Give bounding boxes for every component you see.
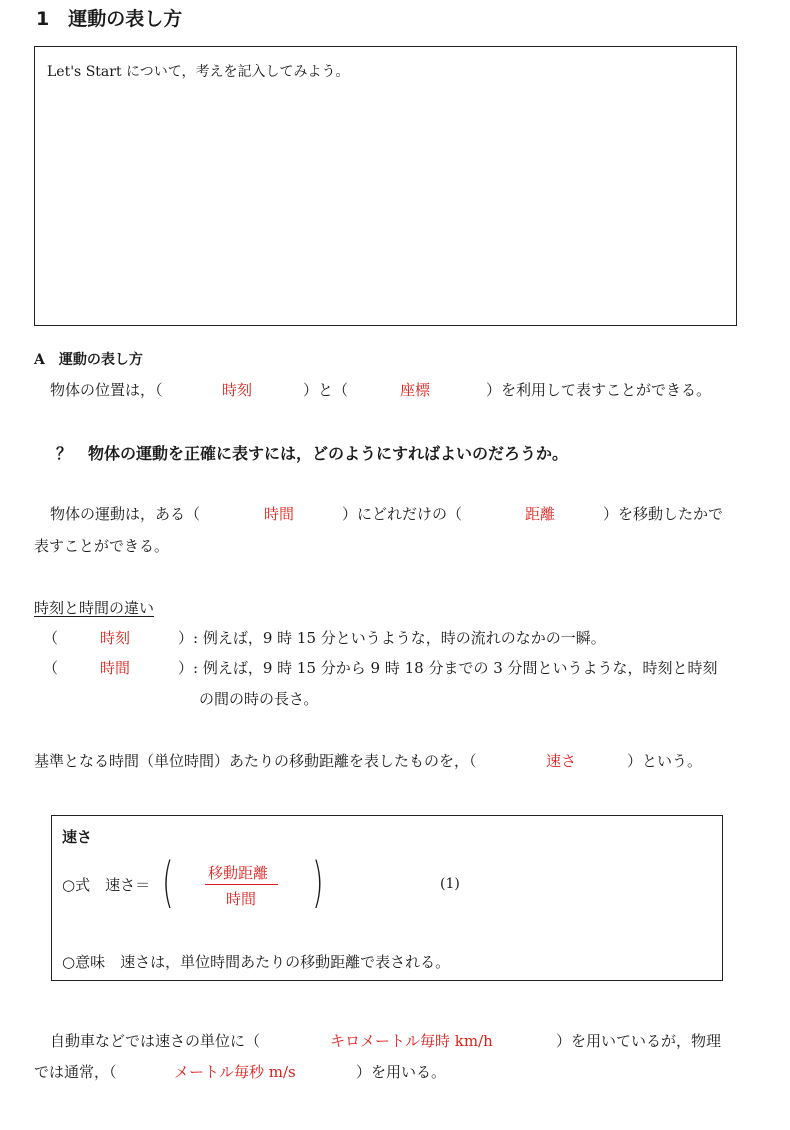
position-answer-2: 座標 — [400, 381, 431, 399]
speed-def-answer: 速さ — [546, 752, 577, 770]
units-suffix-1: ）を用いているが，物理 — [556, 1032, 722, 1050]
position-mid: ）と（ — [303, 381, 349, 399]
units-answer-2: メートル毎秒 m/s — [174, 1063, 296, 1081]
difference-item2-text: ）: 例えば，9 時 15 分から 9 時 18 分までの 3 分間というような，時刻と時刻 — [178, 659, 718, 677]
formula-numerator: 移動距離 — [208, 864, 269, 882]
units-prefix: 自動車などでは速さの単位に（ — [50, 1032, 261, 1050]
position-suffix: ）を利用して表すことができる。 — [486, 381, 712, 399]
difference-item1-answer: 時刻 — [100, 629, 131, 647]
speed-formula-box — [51, 815, 723, 981]
lets-start-answer-box[interactable] — [34, 46, 737, 326]
difference-item2-answer: 時間 — [100, 659, 131, 677]
equation-number: (1) — [440, 876, 460, 892]
difference-heading: 時刻と時間の違い — [34, 599, 155, 617]
speed-def-prefix: 基準となる時間（単位時間）あたりの移動距離を表したものを，（ — [34, 752, 477, 770]
motion-mid: ）にどれだけの（ — [342, 505, 463, 523]
difference-item2-line2: の間の時の長さ。 — [199, 690, 319, 708]
formula-label: ○式 速さ＝ — [62, 876, 151, 894]
motion-prefix: 物体の運動は，ある（ — [50, 505, 201, 523]
units-answer-1: キロメートル毎時 km/h — [330, 1032, 493, 1050]
section-a-heading: A 運動の表し方 — [34, 352, 143, 368]
fraction-line — [205, 884, 278, 885]
speed-box-heading: 速さ — [62, 828, 93, 846]
motion-suffix: ）を移動したかで — [603, 505, 724, 523]
position-answer-1: 時刻 — [222, 381, 253, 399]
units-suffix-2: ）を用いる。 — [356, 1063, 447, 1081]
motion-answer-2: 距離 — [525, 505, 556, 523]
speed-meaning: ○意味 速さは，単位時間あたりの移動距離で表される。 — [62, 953, 451, 971]
difference-item1-open: （ — [43, 629, 59, 647]
formula-right-paren: ) — [312, 851, 324, 914]
formula-left-paren: ( — [162, 851, 174, 914]
difference-item1-text: ）: 例えば，9 時 15 分というような，時の流れのなかの一瞬。 — [178, 629, 606, 647]
position-prefix: 物体の位置は，（ — [50, 381, 163, 399]
motion-line2: 表すことができる。 — [34, 537, 170, 555]
formula-denominator: 時間 — [226, 890, 257, 908]
page-title: 1 運動の表し方 — [36, 8, 183, 30]
units-line2-prefix: では通常，（ — [34, 1063, 117, 1081]
lets-start-prompt: Let's Start について，考えを記入してみよう。 — [47, 64, 350, 80]
speed-def-suffix: ）という。 — [627, 752, 703, 770]
difference-item2-open: （ — [43, 659, 59, 677]
guiding-question: ？ 物体の運動を正確に表すには，どのようにすればよいのだろうか。 — [56, 444, 569, 463]
motion-answer-1: 時間 — [264, 505, 295, 523]
